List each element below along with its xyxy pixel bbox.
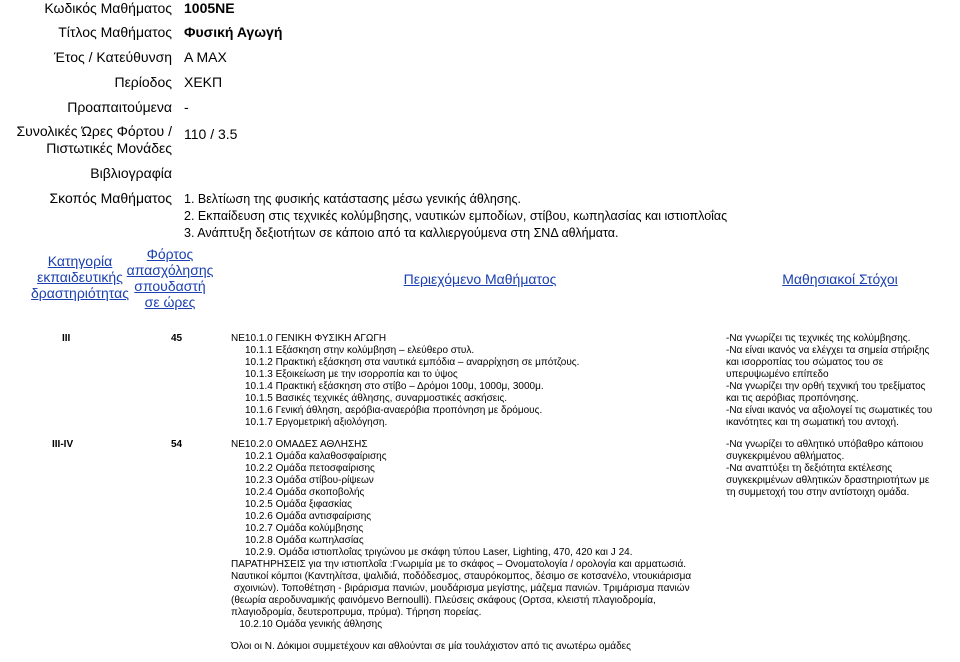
hours-label-line2: Πιστωτικές Μονάδες xyxy=(46,140,172,156)
list-item: 10.2.4 Ομάδα σκοποβολής xyxy=(245,487,365,498)
biblio-label: Βιβλιογραφία xyxy=(90,165,172,181)
year-label: Έτος / Κατεύθυνση xyxy=(53,49,172,65)
period-label: Περίοδος xyxy=(114,74,172,90)
course-title-label: Τίτλος Μαθήματος xyxy=(58,24,172,40)
notes: ΠΑΡΑΤΗΡΗΣΕΙΣ για την ιστιοπλοΐα :Γνωριμία με το σκάφος – Ονοματολογία / ορολογία και αρματωσιά. Ναυτικοί κόμποι (Καντηλίτσα, ψαλιδιά, ποδόδεσμος, σταυρόκομπος, δέσιμο σε κοτσανέλο, ντουκιάρισμα σχοινιών). Τοποθέτηση - βιράρισμα πανιών, μουδάρισμα μεγίστης, μάζεμα πανιών. Τριμάρισμα πανιών (θεωρία αεροδυναμικής φαινόμενο Bernoulli). Πλεύσεις σκάφους (Ορτσα, κλειστή πλαγιοδρομία, πλαγιοδρομία, δευτεροπρυμα, πρύμα). Τήρηση πορείας. 10.2.10 Ομάδα γενικής άθλησης xyxy=(231,559,692,630)
row1-hours: 45 xyxy=(171,333,183,344)
list-item: 10.2.5 Ομάδα ξιφασκίας xyxy=(245,499,352,510)
row2-content xyxy=(231,439,691,631)
list-item: 10.1.6 Γενική άθληση, αερόβια-αναερόβια προπόνηση με δρόμους. xyxy=(245,405,543,416)
purpose-label: Σκοπός Μαθήματος xyxy=(49,190,172,206)
list-item: 10.1.4 Πρακτική εξάσκηση στο στίβο – Δρόμοι 100μ, 1000μ, 3000μ. xyxy=(245,381,544,392)
hours-value: 110 / 3.5 xyxy=(184,126,238,142)
prereq-value: - xyxy=(184,99,189,115)
prereq-label: Προαπαιτούμενα xyxy=(67,99,172,115)
list-item: 10.2.3 Ομάδα στίβου-ρίψεων xyxy=(245,475,374,486)
list-item: 10.2.2 Ομάδα πετοσφαίρισης xyxy=(245,463,375,474)
course-code-label: Κωδικός Μαθήματος xyxy=(44,0,172,16)
row2-hours: 54 xyxy=(171,439,183,450)
course-title-value: Φυσική Αγωγή xyxy=(184,24,283,40)
hours-label-line1: Συνολικές Ώρες Φόρτου / xyxy=(16,123,172,139)
list-item: 10.2.7 Ομάδα κολύμβησης xyxy=(245,523,364,534)
list-item: 10.2.8 Ομάδα κωπηλασίας xyxy=(245,535,364,546)
list-item: 10.2.6 Ομάδα αντισφαίρισης xyxy=(245,511,372,522)
purpose-item: 3. Ανάπτυξη δεξιοτήτων σε κάποιο από τα καλλιεργούμενα στη ΣΝΔ αθλήματα. xyxy=(184,226,619,240)
list-item: 10.2.9. Ομάδα ιστιοπλοΐας τριγώνου με σκάφη τύπου Laser, Lighting, 470, 420 και J 24. xyxy=(245,547,633,558)
row1-content xyxy=(231,333,579,429)
row1-category: III xyxy=(62,333,71,344)
purpose-list xyxy=(184,191,727,242)
header-content: Περιεχόμενο Μαθήματος xyxy=(403,271,557,287)
purpose-item: 2. Εκπαίδευση στις τεχνικές κολύμβησης, ναυτικών εμποδίων, στίβου, κωπηλασίας και ιστιοπλοΐας xyxy=(184,209,728,223)
year-value: Α ΜΑΧ xyxy=(184,49,227,65)
list-item: 10.2.1 Ομάδα καλαθοσφαίρισης xyxy=(245,451,387,462)
list-item: 10.1.2 Πρακτική εξάσκηση στα ναυτικά εμπόδια – αναρρίχηση σε μπότζους. xyxy=(245,357,580,368)
header-category: Κατηγορία εκπαιδευτικής δραστηριότητας xyxy=(31,253,129,301)
purpose-item: 1. Βελτίωση της φυσικής κατάστασης μέσω γενικής άθλησης. xyxy=(184,192,521,206)
row1-content-title: ΝΕ10.1.0 ΓΕΝΙΚΗ ΦΥΣΙΚΗ ΑΓΩΓΗ xyxy=(231,333,387,344)
list-item: 10.1.1 Εξάσκηση στην κολύμβηση – ελεύθερο στυλ. xyxy=(245,345,475,356)
list-item: 10.1.5 Βασικές τεχνικές άθλησης, συναρμοστικές ασκήσεις. xyxy=(245,393,508,404)
list-item: 10.1.7 Εργομετρική αξιολόγηση. xyxy=(245,417,388,428)
header-load: Φόρτος απασχόλησης σπουδαστή σε ώρες xyxy=(126,246,214,310)
list-item: 10.1.3 Εξοικείωση με την ισορροπία και το ύψος xyxy=(245,369,458,380)
row1-goals: -Να γνωρίζει τις τεχνικές της κολύμβησης. -Να είναι ικανός να ελέγχει τα σημεία στήριξης και ισορροπίας του σώματος του σε υπερυψωμένο επίπεδο -Να γνωρίζει την ορθή τεχνική του τρεξίματος και τις αερόβιας προπόνησης. -Να είναι ικανός να αξιολογεί τις σωματικές του ικανότητες και τη σωματική του αντοχή. xyxy=(726,333,933,428)
row2-goals: -Να γνωρίζει το αθλητικό υπόβαθρο κάποιου συγκεκριμένου αθλήματος. -Να αναπτύξει τη δεξιότητα εκτέλεσης συγκεκριμένων αθλητικών δραστηριοτήτων με τη συμμετοχή του στην αντίστοιχη ομάδα. xyxy=(726,439,930,498)
footer-note: Όλοι οι Ν. Δόκιμοι συμμετέχουν και αθλούνται σε μία τουλάχιστον από τις ανωτέρω ομάδες xyxy=(231,641,631,652)
header-goals: Μαθησιακοί Στόχοι xyxy=(782,271,898,287)
row2-content-title: ΝΕ10.2.0 ΟΜΑΔΕΣ ΑΘΛΗΣΗΣ xyxy=(231,439,368,450)
period-value: ΧΕΚΠ xyxy=(184,74,223,90)
course-code-value: 1005ΝΕ xyxy=(184,0,235,16)
row2-category: III-IV xyxy=(52,439,74,450)
